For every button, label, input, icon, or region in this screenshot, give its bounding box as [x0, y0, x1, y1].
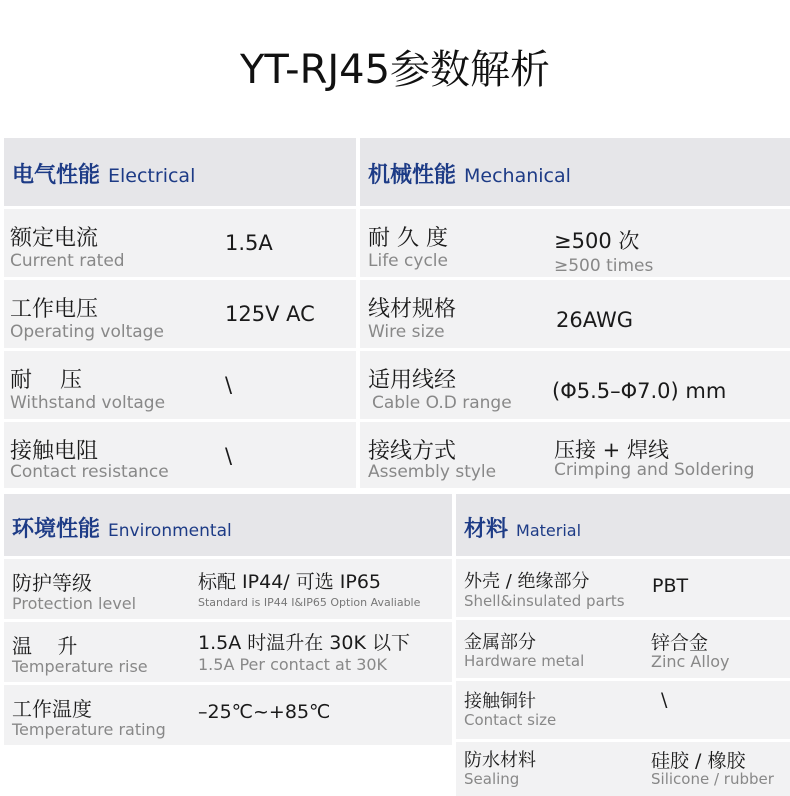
- row-value-en: 1.5A Per contact at 30K: [198, 655, 388, 674]
- row-value: 锌合金: [651, 632, 709, 654]
- row-label-zh: 接触电阻: [10, 439, 99, 464]
- row-value: 125V AC: [225, 302, 315, 326]
- row-value: PBT: [652, 575, 689, 597]
- row-value: 26AWG: [556, 308, 633, 332]
- row-value: 1.5A: [225, 231, 273, 255]
- row-label-zh: 温 升: [12, 634, 78, 658]
- row-value: 硅胶 / 橡胶: [651, 750, 746, 772]
- row-label-en: Current rated: [10, 251, 125, 271]
- row-value: –25℃~+85℃: [198, 701, 331, 723]
- row-label-en: Life cycle: [368, 251, 448, 271]
- material-row: [456, 742, 790, 796]
- row-label-en: Protection level: [12, 594, 137, 613]
- mechanical-row: [360, 209, 790, 277]
- environmental-row: [4, 685, 452, 745]
- electrical-header-en: Electrical: [108, 165, 196, 187]
- environmental-row: [4, 622, 452, 682]
- electrical-row: [4, 422, 356, 488]
- material-header-zh: 材料: [464, 517, 509, 542]
- row-label-zh: 耐 压: [10, 368, 82, 393]
- row-value-en: Silicone / rubber: [651, 770, 774, 788]
- environmental-row: [4, 559, 452, 619]
- row-value: \: [225, 373, 233, 397]
- material-row: [456, 559, 790, 617]
- row-value-en: Crimping and Soldering: [554, 460, 755, 480]
- row-value-en: Zinc Alloy: [651, 652, 730, 671]
- row-label-zh: 线材规格: [368, 297, 457, 322]
- row-value: ≥500 次: [554, 229, 640, 253]
- row-label-zh: 外壳 / 绝缘部分: [464, 571, 590, 592]
- material-header: [456, 494, 790, 556]
- row-label-en: Contact size: [464, 711, 557, 729]
- mechanical-row: [360, 351, 790, 419]
- row-label-en: Temperature rise: [12, 657, 148, 676]
- environmental-header: [4, 494, 452, 556]
- row-label-en: Operating voltage: [10, 322, 164, 342]
- row-label-en: Wire size: [368, 322, 445, 342]
- electrical-row: [4, 351, 356, 419]
- row-label-en: Sealing: [464, 770, 520, 788]
- electrical-row: [4, 209, 356, 277]
- row-label-en: Withstand voltage: [10, 393, 166, 413]
- mechanical-header: [360, 138, 790, 206]
- electrical-header: [4, 138, 356, 206]
- row-label-zh: 接线方式: [368, 439, 457, 464]
- row-label-zh: 工作电压: [10, 297, 99, 322]
- row-value: (Φ5.5–Φ7.0) mm: [552, 379, 727, 403]
- row-value: 标配 IP44/ 可选 IP65: [198, 571, 381, 593]
- page-title: YT-RJ45参数解析: [239, 47, 551, 93]
- row-label-en: Cable O.D range: [372, 393, 512, 413]
- row-value: \: [225, 444, 233, 468]
- electrical-header-zh: 电气性能: [12, 163, 101, 188]
- mechanical-row: [360, 280, 790, 348]
- row-value: 压接 + 焊线: [554, 438, 669, 462]
- row-value-en: ≥500 times: [554, 256, 654, 276]
- material-header-en: Material: [516, 521, 582, 540]
- electrical-row: [4, 280, 356, 348]
- row-label-zh: 防护等级: [12, 571, 92, 595]
- row-label-zh: 防水材料: [464, 750, 536, 771]
- mechanical-row: [360, 422, 790, 488]
- row-label-en: Shell&insulated parts: [464, 592, 625, 610]
- mechanical-header-en: Mechanical: [464, 165, 571, 187]
- material-row: [456, 620, 790, 678]
- row-label-zh: 适用线经: [368, 368, 457, 393]
- environmental-header-en: Environmental: [108, 521, 232, 541]
- material-row: [456, 681, 790, 739]
- row-label-en: Hardware metal: [464, 652, 585, 670]
- row-label-zh: 耐 久 度: [368, 226, 448, 251]
- row-label-en: Temperature rating: [12, 720, 166, 739]
- row-value: 1.5A 时温升在 30K 以下: [198, 632, 410, 654]
- row-label-en: Assembly style: [368, 462, 497, 482]
- row-label-zh: 金属部分: [464, 632, 536, 653]
- row-label-en: Contact resistance: [10, 462, 169, 482]
- environmental-header-zh: 环境性能: [12, 517, 101, 542]
- row-label-zh: 工作温度: [12, 697, 92, 721]
- row-value: \: [661, 689, 668, 711]
- row-label-zh: 额定电流: [10, 226, 99, 251]
- row-label-zh: 接触铜针: [464, 691, 536, 712]
- row-value-en: Standard is IP44 I&IP65 Option Avaliable: [198, 596, 421, 609]
- mechanical-header-zh: 机械性能: [368, 163, 457, 188]
